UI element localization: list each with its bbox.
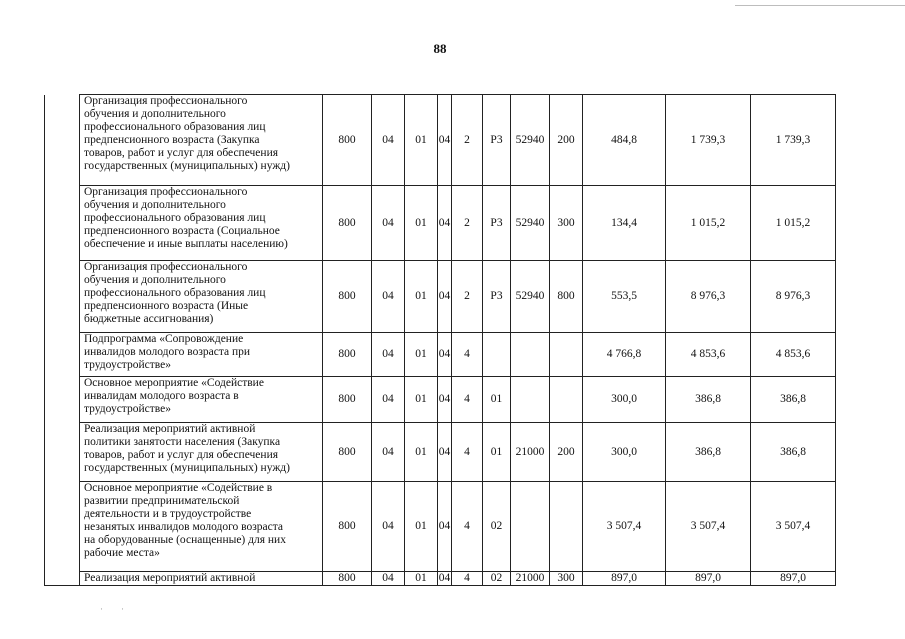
amount-year-1: 300,0 [583,423,666,482]
code-event: 01 [483,377,511,423]
code-section: 04 [372,572,405,586]
amount-year-1: 4 766,8 [583,333,666,377]
amount-year-3: 4 853,6 [751,333,836,377]
amount-year-1: 897,0 [583,572,666,586]
code-section: 04 [372,377,405,423]
code-ministry: 800 [323,572,372,586]
amount-year-3: 3 507,4 [751,482,836,572]
code-event: P3 [483,261,511,333]
amount-year-2: 8 976,3 [666,261,751,333]
code-direction: 21000 [511,572,550,586]
code-section: 04 [372,423,405,482]
code-ministry: 800 [323,482,372,572]
table-row [45,261,836,333]
code-program: 04 [438,572,451,584]
table-row [45,186,836,261]
amount-year-2: 386,8 [666,423,751,482]
code-direction [511,333,550,377]
amount-year-2: 3 507,4 [666,482,751,572]
table-row [45,95,836,186]
code-subprogram: 4 [452,572,483,586]
amount-year-2: 4 853,6 [666,333,751,377]
row-name: Реализация мероприятий активной политики занятости населения (Закупка товаров, работ и услуг для обеспечения государственных (муниципальных) нужд) [80,423,323,482]
code-subprogram: 4 [452,423,483,482]
amount-year-1: 3 507,4 [583,482,666,572]
blank-cell [45,186,80,261]
blank-cell [45,333,80,377]
code-expense-type [550,333,583,377]
amount-year-3: 386,8 [751,423,836,482]
code-event [483,333,511,377]
code-subsection: 01 [405,261,438,333]
code-direction [511,482,550,572]
code-expense-type: 300 [550,572,583,586]
code-direction [511,377,550,423]
code-subprogram: 2 [452,261,483,333]
code-program: 04 [438,261,452,333]
code-section: 04 [372,95,405,186]
table-row [45,423,836,482]
code-expense-type [550,482,583,572]
code-section: 04 [372,186,405,261]
amount-year-2: 1 739,3 [666,95,751,186]
code-subsection: 01 [405,482,438,572]
code-subsection: 01 [405,377,438,423]
code-ministry: 800 [323,377,372,423]
amount-year-2: 386,8 [666,377,751,423]
code-expense-type [550,377,583,423]
blank-cell [45,423,80,482]
row-name: Основное мероприятие «Содействие в развитии предпринимательской деятельности и в трудоустройстве незанятых инвалидов молодого возраста на оборудованные (оснащенные) для них рабочие места» [80,482,323,572]
amount-year-1: 484,8 [583,95,666,186]
code-program: 04 [438,423,452,482]
code-subsection: 01 [405,95,438,186]
row-name: Реализация мероприятий активной [80,572,323,586]
code-subsection: 01 [405,572,438,586]
scan-artifact: · · [100,604,124,614]
code-expense-type: 200 [550,423,583,482]
blank-cell [45,482,80,572]
row-name: Организация профессионального обучения и дополнительного профессионального образования лиц предпенсионного возраста (Социальное обеспечение и иные выплаты населению) [80,186,323,261]
code-subsection: 01 [405,423,438,482]
code-program: 04 [438,186,452,261]
row-name: Организация профессионального обучения и дополнительного профессионального образования лиц предпенсионного возраста (Закупка товаров, работ и услуг для обеспечения государственных (муниципальных) нужд) [80,95,323,186]
code-direction: 21000 [511,423,550,482]
code-direction: 52940 [511,261,550,333]
code-ministry: 800 [323,95,372,186]
table-row [45,572,836,586]
budget-table [44,94,836,586]
code-subprogram: 4 [452,377,483,423]
blank-cell [45,95,80,186]
code-ministry: 800 [323,333,372,377]
code-subsection: 01 [405,333,438,377]
code-event: 02 [483,482,511,572]
amount-year-3: 8 976,3 [751,261,836,333]
code-subsection: 01 [405,186,438,261]
code-ministry: 800 [323,186,372,261]
amount-year-1: 134,4 [583,186,666,261]
code-expense-type: 200 [550,95,583,186]
code-event: 02 [483,572,511,586]
row-name: Организация профессионального обучения и дополнительного профессионального образования лиц предпенсионного возраста (Иные бюджетные ассигнования) [80,261,323,333]
code-direction: 52940 [511,186,550,261]
code-ministry: 800 [323,423,372,482]
code-subprogram: 2 [452,186,483,261]
code-section: 04 [372,482,405,572]
code-subprogram: 4 [452,482,483,572]
amount-year-3: 1 015,2 [751,186,836,261]
code-program: 04 [438,482,452,572]
row-name: Подпрограмма «Сопровождение инвалидов молодого возраста при трудоустройстве» [80,333,323,377]
amount-year-3: 1 739,3 [751,95,836,186]
code-event: P3 [483,186,511,261]
code-program: 04 [438,377,452,423]
code-section: 04 [372,333,405,377]
row-name: Основное мероприятие «Содействие инвалидам молодого возраста в трудоустройстве» [80,377,323,423]
code-expense-type: 800 [550,261,583,333]
code-event: P3 [483,95,511,186]
table-row [45,333,836,377]
amount-year-3: 897,0 [751,572,836,586]
code-direction: 52940 [511,95,550,186]
amount-year-1: 300,0 [583,377,666,423]
table-row [45,377,836,423]
amount-year-1: 553,5 [583,261,666,333]
code-event: 01 [483,423,511,482]
table-row [45,482,836,572]
code-program: 04 [438,95,452,186]
code-section: 04 [372,261,405,333]
code-subprogram: 4 [452,333,483,377]
scan-edge-line [735,5,905,6]
amount-year-2: 897,0 [666,572,751,586]
page-number: 88 [433,41,447,56]
blank-cell [45,377,80,423]
code-subprogram: 2 [452,95,483,186]
amount-year-2: 1 015,2 [666,186,751,261]
code-expense-type: 300 [550,186,583,261]
blank-cell [45,261,80,333]
amount-year-3: 386,8 [751,377,836,423]
code-program: 04 [438,333,452,377]
code-ministry: 800 [323,261,372,333]
blank-cell [45,572,80,586]
